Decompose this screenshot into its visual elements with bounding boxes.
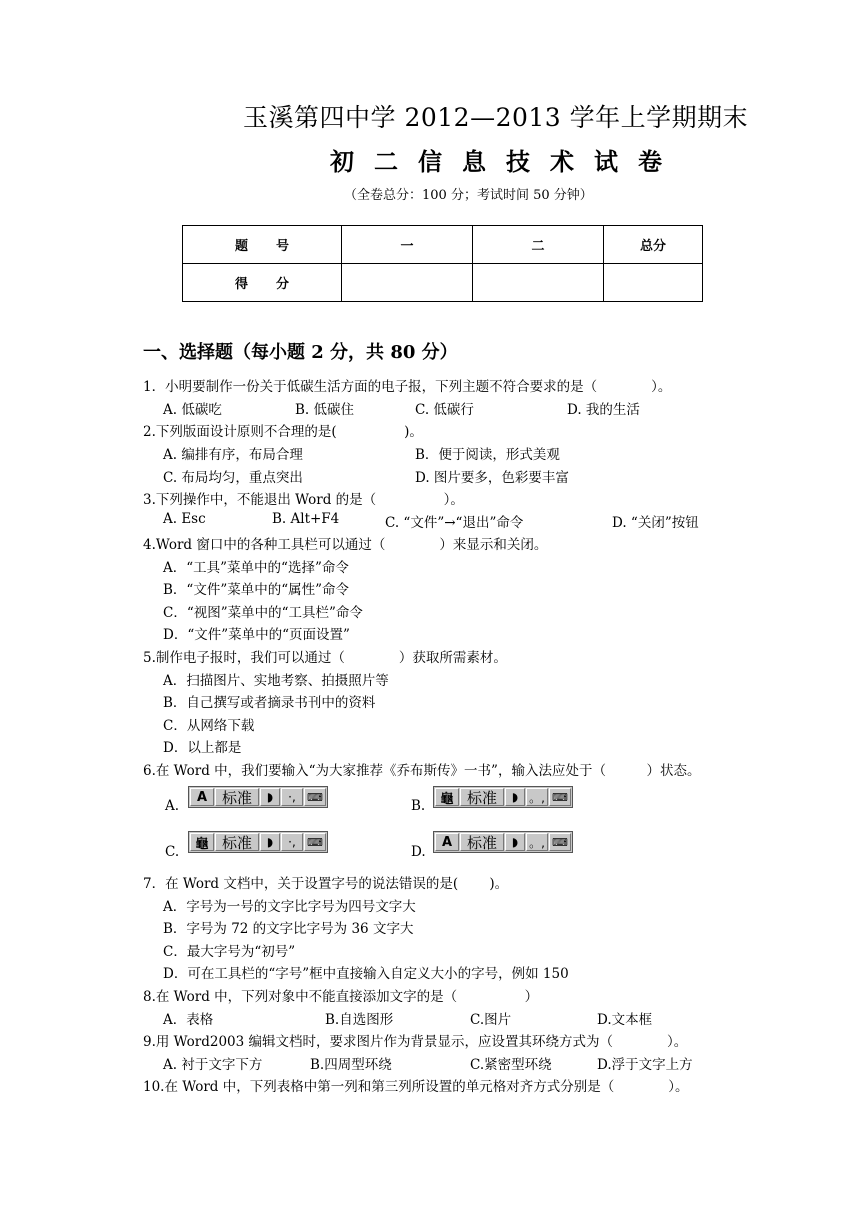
question: 7．在 Word 文档中，关于设置字号的说法错误的是( )。: [143, 876, 509, 892]
soft-keyboard-icon: ⌨: [304, 833, 326, 851]
option: A. Esc: [163, 511, 206, 527]
ime-mode-icon: A: [190, 788, 214, 806]
question: 4.Word 窗口中的各种工具栏可以通过（ ）来显示和关闭。: [143, 537, 548, 553]
option: C．最大字号为“初号”: [163, 944, 296, 960]
ime-standard-label: 标准: [215, 788, 259, 806]
ime-toolbar-d: [433, 831, 573, 853]
ime-standard-label: 标准: [460, 833, 504, 851]
punctuation-icon: ·,: [281, 833, 303, 851]
ime-standard-label: 标准: [215, 833, 259, 851]
question: 10.在 Word 中，下列表格中第一列和第三列所设置的单元格对齐方式分别是（ ）。: [143, 1079, 689, 1095]
score-table-header: 题号: [183, 226, 342, 264]
ime-mode-icon: 龜: [435, 788, 459, 806]
option: C．“视图”菜单中的“工具栏”命令: [163, 605, 363, 621]
option: D. 图片要多，色彩要丰富: [415, 470, 569, 486]
question: 1．小明要制作一份关于低碳生活方面的电子报，下列主题不符合要求的是（ ）。: [143, 379, 672, 395]
option: A．字号为一号的文字比字号为四号文字大: [163, 899, 416, 915]
score-cell[interactable]: [342, 264, 473, 302]
option: A．表格: [163, 1012, 214, 1028]
option: B.自选图形: [325, 1012, 394, 1028]
half-width-moon-icon: ◗: [505, 788, 525, 806]
option: D．“文件”菜单中的“页面设置”: [163, 627, 350, 643]
option: C.紧密型环绕: [470, 1057, 552, 1073]
option: B．便于阅读，形式美观: [415, 447, 560, 463]
option: C. 布局均匀，重点突出: [163, 470, 303, 486]
score-cell[interactable]: [604, 264, 703, 302]
option: D．可在工具栏的“字号”框中直接输入自定义大小的字号，例如 150: [163, 966, 569, 982]
ime-mode-icon: A: [435, 833, 459, 851]
punctuation-icon: ·,: [281, 788, 303, 806]
option: A. 低碳吃: [163, 402, 222, 418]
half-width-moon-icon: ◗: [260, 788, 280, 806]
option: C. 低碳行: [415, 402, 474, 418]
option-label: D.: [411, 844, 426, 860]
soft-keyboard-icon: ⌨: [304, 788, 326, 806]
score-row-label: 得分: [183, 264, 342, 302]
option: B. 低碳住: [295, 402, 355, 418]
option-label: A.: [165, 798, 180, 814]
option: B.四周型环绕: [310, 1057, 392, 1073]
option: A．“工具”菜单中的“选择”命令: [163, 560, 349, 576]
ime-toolbar-c: [188, 831, 328, 853]
punctuation-icon: 。,: [526, 788, 548, 806]
ime-standard-label: 标准: [460, 788, 504, 806]
option-label: C.: [165, 844, 180, 860]
question: 6.在 Word 中，我们要输入“为大家推荐《乔布斯传》一书”，输入法应处于（ ）状态。: [143, 763, 701, 779]
option: D．以上都是: [163, 740, 242, 756]
option: A. 编排有序，布局合理: [163, 447, 303, 463]
exam-title: 玉溪第四中学 2012—2013 学年上学期期末: [243, 103, 749, 132]
question: 8.在 Word 中，下列对象中不能直接添加文字的是（ ）: [143, 989, 539, 1005]
option: C.图片: [470, 1012, 512, 1028]
soft-keyboard-icon: ⌨: [549, 833, 571, 851]
option: B．自己撰写或者摘录书刊中的资料: [163, 695, 376, 711]
option: D.浮于文字上方: [597, 1057, 693, 1073]
exam-note: （全卷总分：100 分；考试时间 50 分钟）: [344, 188, 593, 203]
half-width-moon-icon: ◗: [260, 833, 280, 851]
score-table-header: 总分: [604, 226, 703, 264]
option: B．“文件”菜单中的“属性”命令: [163, 582, 350, 598]
question: 5.制作电子报时，我们可以通过（ ）获取所需素材。: [143, 650, 507, 666]
option: C. “文件”→“退出”命令: [385, 515, 524, 531]
option: C．从网络下载: [163, 718, 255, 734]
section-heading: 一、选择题（每小题 2 分，共 80 分）: [143, 342, 458, 363]
option: B．字号为 72 的文字比字号为 36 文字大: [163, 921, 414, 937]
question: 2.下列版面设计原则不合理的是( )。: [143, 424, 423, 440]
exam-subtitle: 初二信息技术试卷: [330, 147, 682, 176]
ime-toolbar-b: [433, 786, 573, 808]
punctuation-icon: 。,: [526, 833, 548, 851]
question: 9.用 Word2003 编辑文档时，要求图片作为背景显示，应设置其环绕方式为（ ）。: [143, 1034, 688, 1050]
option: D. 我的生活: [567, 402, 640, 418]
option: D.文本框: [597, 1012, 653, 1028]
question: 3.下列操作中，不能退出 Word 的是（ ）。: [143, 492, 464, 508]
option-label: B.: [411, 798, 426, 814]
option: B. Alt+F4: [272, 511, 340, 527]
score-table: [182, 225, 703, 302]
ime-toolbar-a: [188, 786, 328, 808]
score-table-header: 一: [342, 226, 473, 264]
score-cell[interactable]: [473, 264, 604, 302]
ime-mode-icon: 龜: [190, 833, 214, 851]
soft-keyboard-icon: ⌨: [549, 788, 571, 806]
option: A．扫描图片、实地考察、拍摄照片等: [163, 673, 389, 689]
option: A. 衬于文字下方: [163, 1057, 263, 1073]
option: D. “关闭”按钮: [612, 515, 699, 531]
half-width-moon-icon: ◗: [505, 833, 525, 851]
score-table-header: 二: [473, 226, 604, 264]
